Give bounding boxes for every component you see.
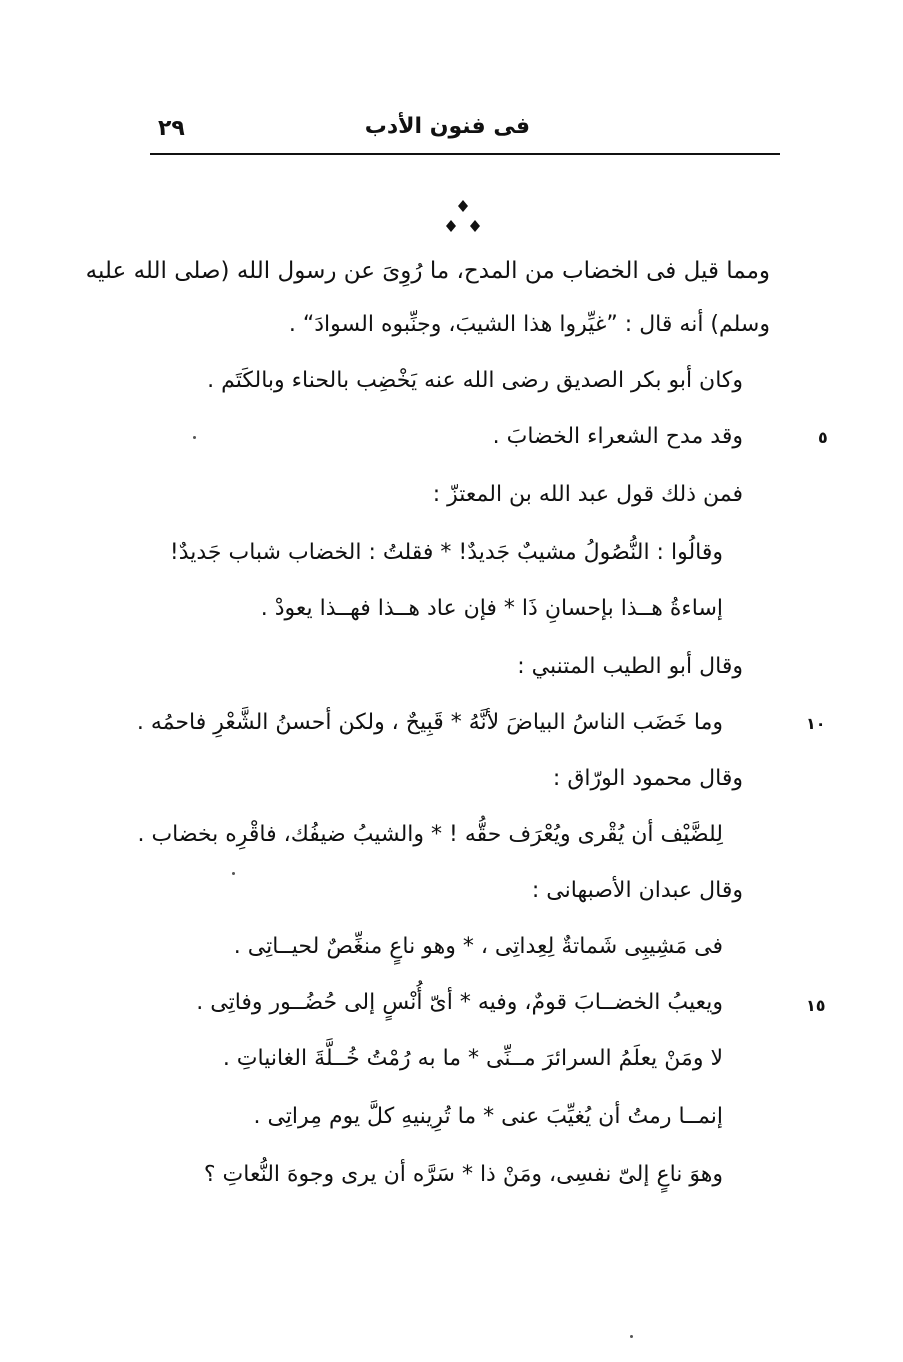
verse-line: لِلضَّيْف أن يُقْرى ويُعْرَف حقُّه ! * والشيبُ ضيفُك، فاقْرِه بخضاب .	[137, 822, 723, 847]
verse-line: لا ومَنْ يعلَمُ السرائرَ مــنِّى * ما به رُمْتُ خُــلَّةَ الغانياتِ .	[222, 1046, 723, 1071]
scan-speck	[232, 872, 235, 875]
margin-line-number: ١٥	[806, 996, 826, 1015]
paragraph-line: ومما قيل فى الخضاب من المدح، ما رُوِىَ عن رسول الله (صلى الله عليه	[85, 258, 770, 284]
scan-speck	[193, 436, 196, 439]
diamond-triangle-ornament-icon	[438, 198, 488, 238]
header-rule	[150, 153, 780, 155]
verse-line: وما خَضَب الناسُ البياضَ لأنَّهُ * قَبِيحٌ ، ولكن أحسنُ الشَّعْرِ فاحمُه .	[136, 710, 723, 735]
paragraph-line: وسلم) أنه قال : ”غيِّروا هذا الشيبَ، وجنِّبوه السوادَ“ .	[288, 312, 770, 337]
verse-intro: وقال محمود الورّاق :	[552, 766, 743, 791]
margin-line-number: ٥	[818, 428, 828, 447]
paragraph: وقد مدح الشعراء الخضابَ .	[492, 424, 743, 449]
verse-intro: وقال أبو الطيب المتنبي :	[517, 654, 743, 679]
verse-line: وهوَ ناعٍ إلىّ نفسِى، ومَنْ ذا * سَرَّه أن يرى وجوهَ النُّعاتِ ؟	[203, 1162, 723, 1187]
verse-intro: فمن ذلك قول عبد الله بن المعتزّ :	[432, 482, 743, 507]
scan-speck	[630, 1335, 633, 1338]
page-number: ٢٩	[158, 116, 185, 141]
verse-line: فى مَشِيبِى شَماتةٌ لِعِداتِى ، * وهو ناعٍ منغِّصٌ لحيــاتِى .	[233, 934, 723, 959]
verse-line: ويعيبُ الخضــابَ قومٌ، وفيه * أىّ أُنْسٍ إلى حُضُــور وفاتِى .	[196, 990, 723, 1015]
paragraph: وكان أبو بكر الصديق رضى الله عنه يَخْضِب بالحناء وبالكَتَم .	[207, 368, 743, 393]
running-title: فى فنون الأدب	[364, 114, 530, 139]
verse-intro: وقال عبدان الأصبهانى :	[531, 878, 743, 903]
margin-line-number: ١٠	[806, 714, 826, 733]
verse-line: إنمــا رمتُ أن يُغيِّبَ عنى * ما تُرِينيهِ كلَّ يوم مِراتِى .	[253, 1104, 723, 1129]
page-header	[150, 112, 780, 152]
verse-line: وقالُوا : النُّصُولُ مشيبٌ جَديدٌ! * فقلتُ : الخضاب شباب جَديدٌ!	[169, 540, 723, 565]
verse-line: إساءةُ هــذا بإحسانِ ذَا * فإن عاد هــذا فهــذا يعودْ .	[260, 596, 723, 621]
